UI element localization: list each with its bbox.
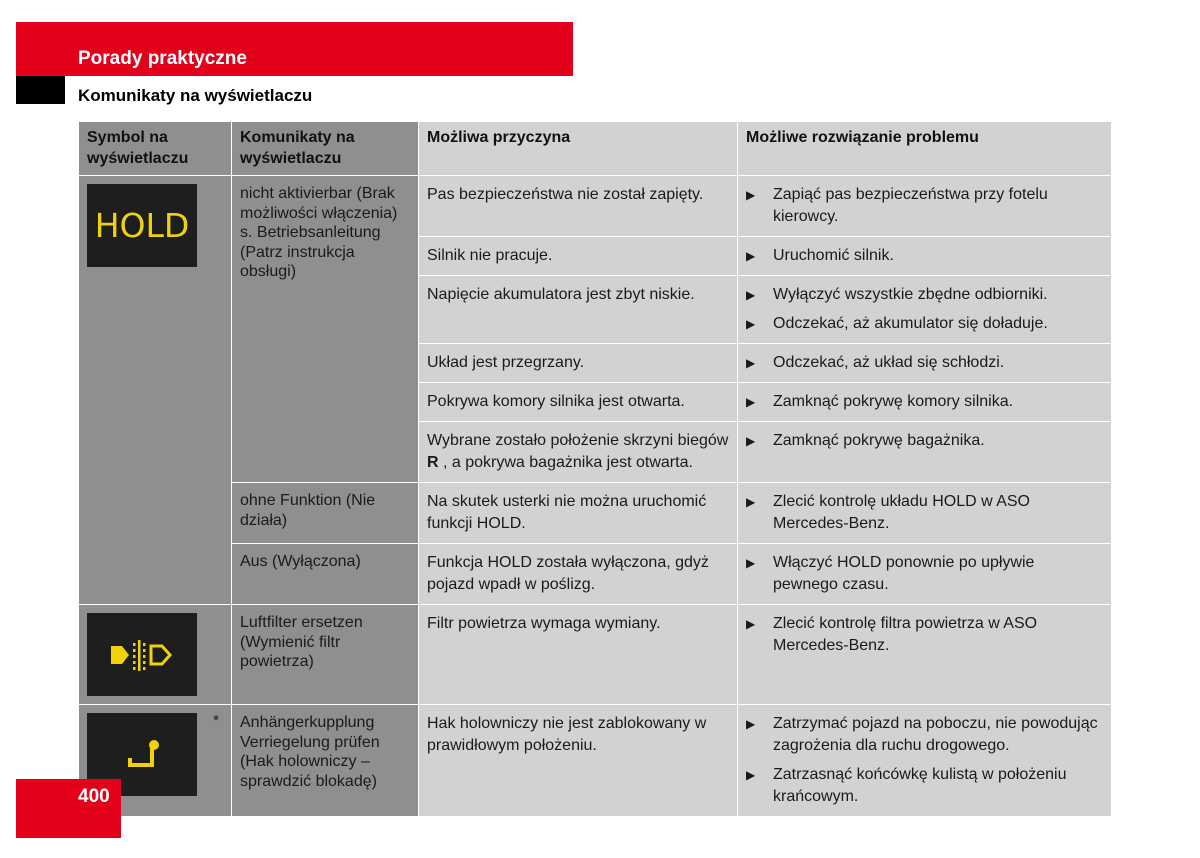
solution-text: Zapiąć pas bezpieczeństwa przy fotelu kierowcy.	[773, 186, 1048, 225]
air-filter-symbol-cell	[79, 605, 232, 705]
triangle-bullet-icon: ▶	[746, 495, 756, 509]
message-cell: nicht aktivierbar (Brak możliwości włączenia) s. Betriebsanleitung (Patrz instrukcja obsługi)	[232, 176, 419, 483]
triangle-bullet-icon: ▶	[746, 768, 756, 782]
solution-text: Odczekać, aż układ się schłodzi.	[773, 354, 1005, 371]
message-cell: Anhängerkupplung Verriegelung prüfen (Hak holowniczy – sprawdzić blokadę)	[232, 705, 419, 817]
message-cell: ohne Funktion (Nie działa)	[232, 483, 419, 544]
solution-text: Zlecić kontrolę filtra powietrza w ASO Mercedes-Benz.	[773, 615, 1038, 654]
triangle-bullet-icon: ▶	[746, 288, 756, 302]
solution-item	[746, 552, 1103, 596]
table-row	[79, 705, 1112, 817]
solution-text: Włączyć HOLD ponownie po upływie pewnego czasu.	[773, 554, 1035, 593]
solution-text: Zatrzymać pojazd na poboczu, nie powodując zagrożenia dla ruchu drogowego.	[773, 715, 1098, 754]
cause-cell: Pas bezpieczeństwa nie został zapięty.	[419, 176, 738, 237]
air-filter-symbol	[87, 613, 197, 696]
solution-cell	[738, 483, 1112, 544]
solution-cell	[738, 383, 1112, 422]
solution-cell	[738, 176, 1112, 237]
triangle-bullet-icon: ▶	[746, 356, 756, 370]
solution-text: Zamknąć pokrywę komory silnika.	[773, 393, 1014, 410]
section-title: Porady praktyczne	[78, 48, 247, 69]
cause-text: , a pokrywa bagażnika jest otwarta.	[438, 454, 693, 471]
hold-symbol-text: HOLD	[94, 205, 190, 245]
triangle-bullet-icon: ▶	[746, 617, 756, 631]
solution-item	[746, 352, 1103, 374]
page-title: Komunikaty na wyświetlaczu	[78, 86, 313, 105]
cause-cell: Układ jest przegrzany.	[419, 344, 738, 383]
solution-text: Zlecić kontrolę układu HOLD w ASO Mercedes-Benz.	[773, 493, 1030, 532]
triangle-bullet-icon: ▶	[746, 395, 756, 409]
column-header-message: Komunikaty na wyświetlaczu	[232, 122, 419, 176]
solution-item	[746, 313, 1103, 335]
solution-item	[746, 391, 1103, 413]
solution-text: Wyłączyć wszystkie zbędne odbiorniki.	[773, 286, 1048, 303]
solution-cell	[738, 705, 1112, 817]
cause-cell: Napięcie akumulatora jest zbyt niskie.	[419, 276, 738, 344]
gear-position-label: R	[427, 454, 439, 471]
solution-text: Uruchomić silnik.	[773, 247, 894, 264]
column-header-solution: Możliwe rozwiązanie problemu	[738, 122, 1112, 176]
solution-cell	[738, 544, 1112, 605]
table-row	[79, 483, 1112, 544]
cause-cell	[419, 422, 738, 483]
solution-cell	[738, 276, 1112, 344]
cause-cell: Filtr powietrza wymaga wymiany.	[419, 605, 738, 705]
solution-text: Zamknąć pokrywę bagażnika.	[773, 432, 985, 449]
column-header-cause: Możliwa przyczyna	[419, 122, 738, 176]
hold-symbol-cell	[79, 176, 232, 605]
triangle-bullet-icon: ▶	[746, 188, 756, 202]
table-row	[79, 176, 1112, 237]
triangle-bullet-icon: ▶	[746, 434, 756, 448]
triangle-bullet-icon: ▶	[746, 717, 756, 731]
solution-item	[746, 613, 1103, 657]
column-header-symbol: Symbol na wyświetlaczu	[79, 122, 232, 176]
page-number: 400	[78, 786, 110, 807]
page-number-box	[16, 779, 121, 838]
solution-item	[746, 245, 1103, 267]
triangle-bullet-icon: ▶	[746, 249, 756, 263]
cause-cell: Funkcja HOLD została wyłączona, gdyż pojazd wpadł w poślizg.	[419, 544, 738, 605]
solution-text: Odczekać, aż akumulator się doładuje.	[773, 315, 1048, 332]
message-cell: Luftfilter ersetzen (Wymienić filtr powietrza)	[232, 605, 419, 705]
hold-symbol	[87, 184, 197, 267]
solution-item	[746, 430, 1103, 452]
solution-item	[746, 764, 1103, 808]
table-row	[79, 544, 1112, 605]
cause-cell: Hak holowniczy nie jest zablokowany w prawidłowym położeniu.	[419, 705, 738, 817]
trailer-hitch-icon	[112, 732, 172, 777]
solution-cell	[738, 237, 1112, 276]
solution-text: Zatrzasnąć końcówkę kulistą w położeniu krańcowym.	[773, 766, 1067, 805]
table-header-row	[79, 122, 1112, 176]
triangle-bullet-icon: ▶	[746, 556, 756, 570]
footnote-asterisk: *	[213, 712, 219, 729]
section-header-bar	[16, 22, 573, 76]
solution-item	[746, 284, 1103, 306]
solution-item	[746, 491, 1103, 535]
display-messages-table	[78, 121, 1112, 817]
air-filter-icon	[107, 635, 177, 675]
solution-item	[746, 713, 1103, 757]
table-row	[79, 605, 1112, 705]
solution-cell	[738, 344, 1112, 383]
cause-cell: Na skutek usterki nie można uruchomić funkcji HOLD.	[419, 483, 738, 544]
solution-cell	[738, 422, 1112, 483]
triangle-bullet-icon: ▶	[746, 317, 756, 331]
solution-item	[746, 184, 1103, 228]
cause-cell: Pokrywa komory silnika jest otwarta.	[419, 383, 738, 422]
cause-text: Wybrane zostało położenie skrzyni biegów	[427, 432, 729, 449]
cause-cell: Silnik nie pracuje.	[419, 237, 738, 276]
solution-cell	[738, 605, 1112, 705]
message-cell: Aus (Wyłączona)	[232, 544, 419, 605]
subsection-marker	[16, 76, 65, 104]
